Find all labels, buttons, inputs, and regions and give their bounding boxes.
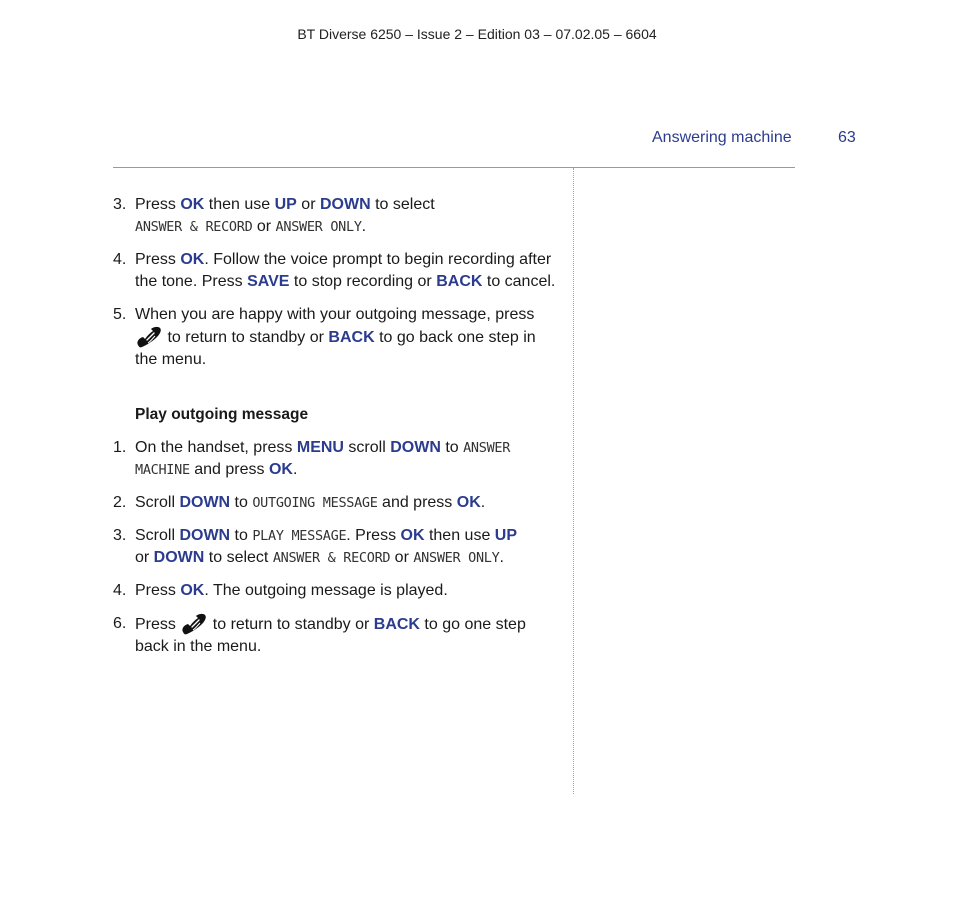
down-key: DOWN	[179, 527, 231, 544]
back-key: BACK	[373, 616, 420, 633]
display-text: PLAY MESSAGE	[252, 528, 347, 544]
step-text: or	[252, 218, 276, 235]
step-text: Scroll	[135, 527, 180, 544]
phone-end-call-icon	[135, 326, 163, 348]
display-text: ANSWER ONLY	[275, 219, 362, 235]
play-step-6	[113, 613, 558, 658]
up-key: UP	[274, 196, 297, 213]
down-key: DOWN	[153, 549, 205, 566]
step-text: to go one step back in the menu.	[135, 616, 526, 655]
back-key: BACK	[328, 329, 375, 346]
step-text: Scroll	[135, 494, 180, 511]
back-key: BACK	[436, 273, 483, 290]
play-step-2	[113, 492, 558, 514]
ok-key: OK	[180, 196, 205, 213]
instructions-column	[113, 194, 558, 669]
step-number: 1.	[113, 439, 127, 456]
step-text: to	[230, 494, 253, 511]
step-text: and press	[377, 494, 457, 511]
step-text: and press	[189, 461, 269, 478]
step-text: to go back one step in the menu.	[135, 329, 536, 368]
step-number: 4.	[113, 251, 127, 268]
down-key: DOWN	[179, 494, 231, 511]
display-text: OUTGOING MESSAGE	[252, 495, 378, 511]
ok-key: OK	[400, 527, 425, 544]
display-text: ANSWER ONLY	[413, 550, 500, 566]
step-text: then use	[424, 527, 495, 544]
ok-key: OK	[180, 251, 205, 268]
step-text: to return to standby or	[208, 616, 374, 633]
step-text: to	[230, 527, 253, 544]
step-text: to	[440, 439, 464, 456]
ok-key: OK	[268, 461, 293, 478]
step-text: to return to standby or	[163, 329, 329, 346]
step-text: to select	[204, 549, 273, 566]
step-text: .	[361, 218, 367, 235]
up-key: UP	[494, 527, 518, 544]
step-text: .	[499, 549, 504, 566]
record-step-5	[113, 304, 558, 371]
section-heading: Play outgoing message	[135, 406, 309, 423]
display-text: ANSWER & RECORD	[135, 219, 253, 235]
step-text: Press	[135, 616, 181, 633]
step-number: 2.	[113, 494, 127, 511]
menu-key: MENU	[296, 439, 344, 456]
section-title: Answering machine	[652, 129, 792, 146]
step-text: scroll	[343, 439, 391, 456]
step-text: Press	[135, 196, 181, 213]
play-step-1	[113, 437, 558, 481]
record-step-3	[113, 194, 558, 238]
step-text: . Follow the voice prompt to begin recording after the tone. Press	[135, 251, 552, 290]
step-text: Press	[135, 251, 181, 268]
step-text: On the handset, press	[135, 439, 297, 456]
step-text: to stop recording or	[289, 273, 437, 290]
display-text: ANSWER & RECORD	[272, 550, 391, 566]
step-text: Press	[135, 582, 181, 599]
step-number: 6.	[113, 615, 127, 632]
document-info: BT Diverse 6250 – Issue 2 – Edition 03 – 07.02.05 – 6604	[297, 26, 657, 42]
phone-end-call-icon	[180, 613, 208, 635]
play-step-3	[113, 525, 558, 569]
step-text: or	[135, 549, 154, 566]
step-text: When you are happy with your outgoing message, press	[135, 306, 535, 323]
step-text: to cancel.	[482, 273, 556, 290]
step-number: 5.	[113, 306, 127, 323]
display-text: ANSWER MACHINE	[135, 440, 511, 478]
header-divider	[113, 167, 795, 168]
step-text: . The outgoing message is played.	[204, 582, 448, 599]
page-number: 63	[838, 129, 856, 146]
ok-key: OK	[180, 582, 205, 599]
step-text: .	[292, 461, 298, 478]
record-step-4	[113, 249, 558, 293]
step-text: or	[390, 549, 414, 566]
step-number: 3.	[113, 527, 127, 544]
step-number: 3.	[113, 196, 127, 213]
ok-key: OK	[456, 494, 481, 511]
step-text: then use	[204, 196, 275, 213]
step-number: 4.	[113, 582, 127, 599]
down-key: DOWN	[319, 196, 371, 213]
step-text: . Press	[346, 527, 401, 544]
save-key: SAVE	[247, 273, 290, 290]
column-divider	[573, 168, 574, 794]
down-key: DOWN	[390, 439, 441, 456]
step-text: or	[296, 196, 320, 213]
play-step-4	[113, 580, 558, 602]
step-text: .	[480, 494, 486, 511]
step-text: to select	[370, 196, 435, 213]
